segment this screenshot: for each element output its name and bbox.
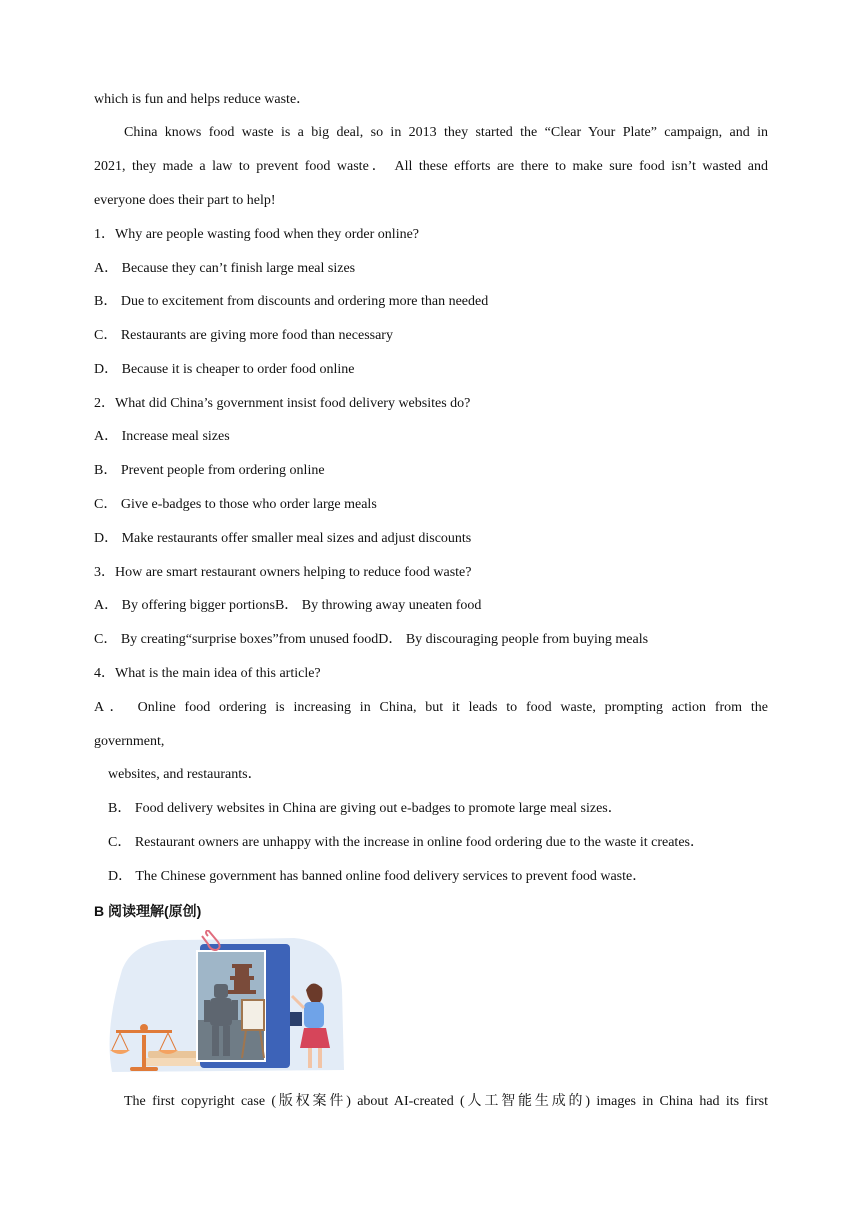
answer-option-wrap: websites, and restaurants． bbox=[108, 767, 262, 782]
answer-option-wrap: government, bbox=[94, 734, 165, 749]
answer-option: A． By offering bigger portions bbox=[94, 598, 275, 613]
answer-option-row bbox=[94, 597, 481, 615]
answer-option: C． Restaurants are giving more food than necessary bbox=[94, 328, 393, 343]
question-stem: 2．What did China’s government insist food delivery websites do? bbox=[94, 396, 471, 411]
answer-option: D． Because it is cheaper to order food online bbox=[94, 362, 355, 377]
paragraph-line: China knows food waste is a big deal, so in 2013 they started the “Clear Your Plate” campaign, and in bbox=[124, 125, 768, 140]
book-shape bbox=[144, 1058, 202, 1066]
ai-copyright-illustration bbox=[104, 930, 348, 1076]
answer-option: D． By discouraging people from buying meals bbox=[378, 632, 649, 647]
easel-canvas-shape bbox=[242, 1000, 264, 1030]
paragraph-line: everyone does their part to help! bbox=[94, 193, 276, 208]
answer-option: D． The Chinese government has banned online food delivery services to prevent food waste． bbox=[108, 869, 647, 884]
answer-option: B． By throwing away uneaten food bbox=[274, 598, 482, 613]
answer-option: C． Restaurant owners are unhappy with the increase in online food ordering due to the waste it creates． bbox=[108, 835, 704, 850]
answer-option: A． Online food ordering is increasing in China, but it leads to food waste, prompting action from the bbox=[94, 700, 768, 715]
answer-option: B． Food delivery websites in China are giving out e-badges to promote large meal sizes． bbox=[108, 801, 622, 816]
answer-option: C． Give e-badges to those who order large meals bbox=[94, 497, 377, 512]
answer-option: A． Increase meal sizes bbox=[94, 429, 230, 444]
passage-continuation: which is fun and helps reduce waste． bbox=[94, 92, 311, 107]
answer-option: D． Make restaurants offer smaller meal sizes and adjust discounts bbox=[94, 531, 472, 546]
paragraph-line: 2021, they made a law to prevent food waste． All these efforts are there to make sure food isn’t wasted and bbox=[94, 159, 768, 174]
question-stem: 1．Why are people wasting food when they order online? bbox=[94, 227, 420, 242]
section-title: B 阅读理解(原创) bbox=[94, 903, 202, 919]
paragraph-line: The first copyright case (版权案件) about AI-created (人工智能生成的) images in China had its first bbox=[124, 1094, 768, 1109]
answer-option-row bbox=[94, 631, 648, 649]
question-stem: 4．What is the main idea of this article? bbox=[94, 666, 321, 681]
answer-option: B． Prevent people from ordering online bbox=[94, 463, 325, 478]
question-stem: 3．How are smart restaurant owners helping to reduce food waste? bbox=[94, 565, 472, 580]
answer-option: B． Due to excitement from discounts and ordering more than needed bbox=[94, 294, 489, 309]
answer-option: C． By creating“surprise boxes”from unused food bbox=[94, 632, 379, 647]
answer-option: A． Because they can’t finish large meal sizes bbox=[94, 261, 356, 276]
